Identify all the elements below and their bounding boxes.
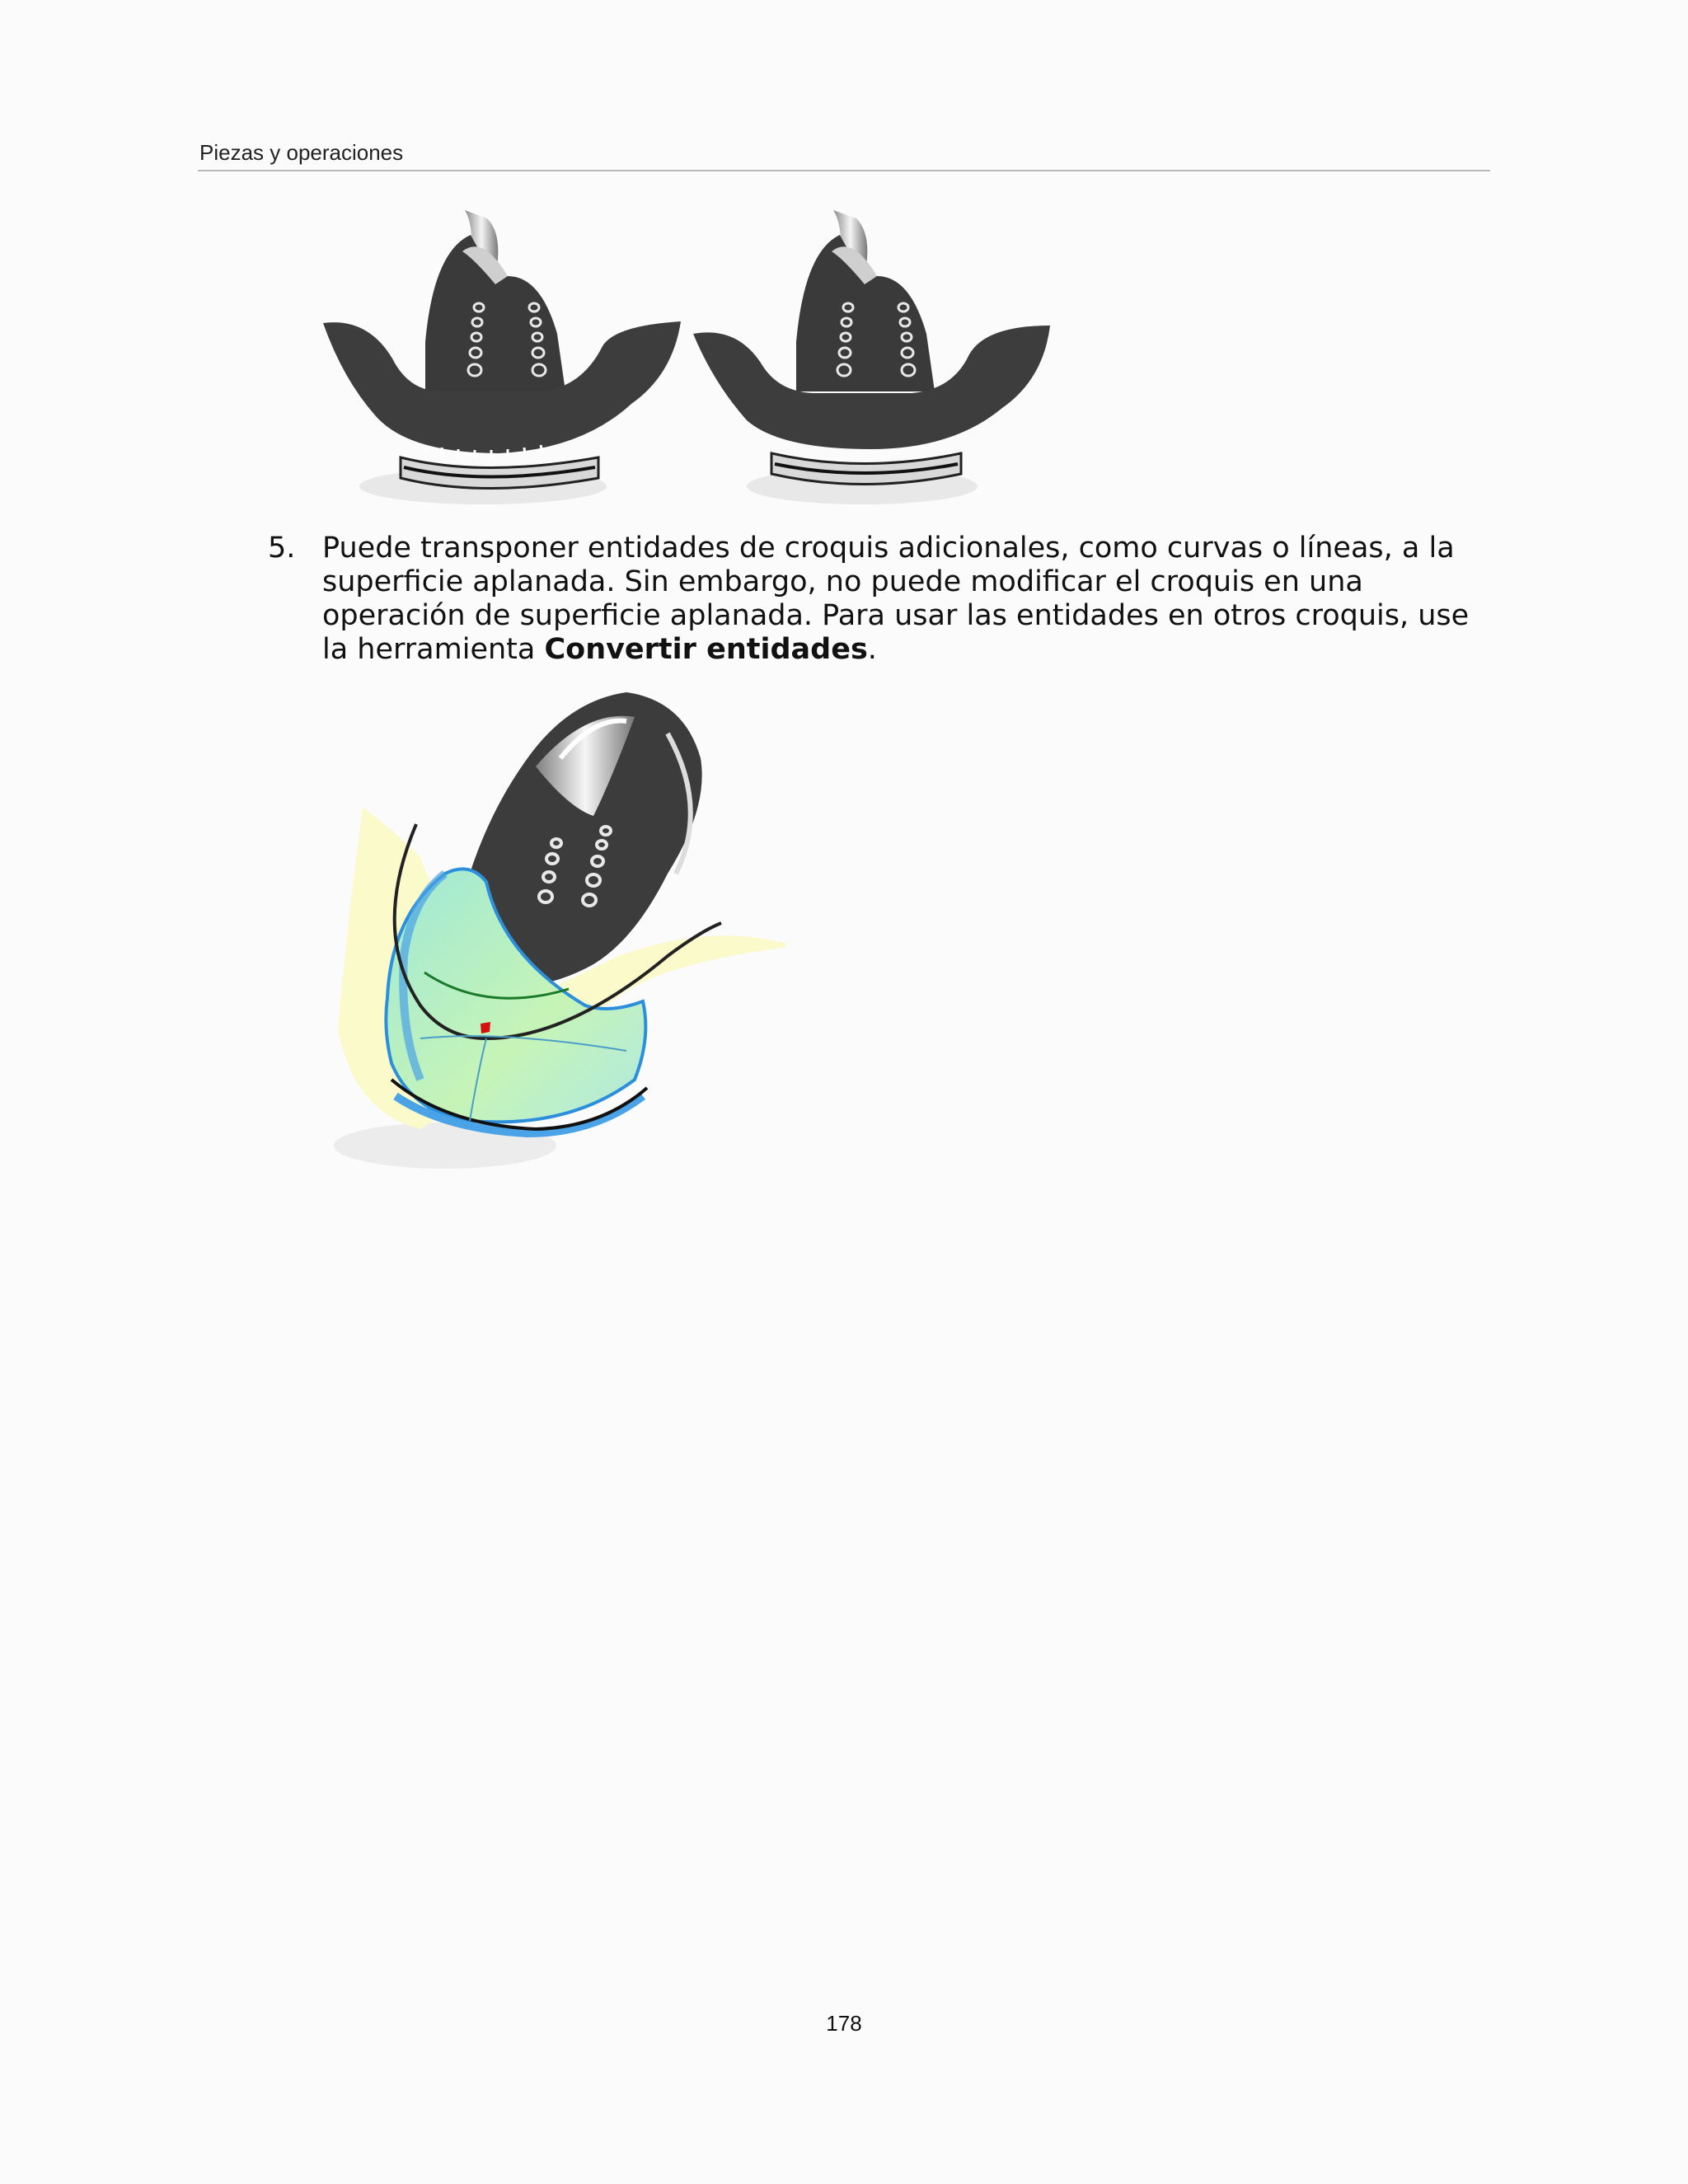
page-header bbox=[198, 140, 1490, 171]
step-text bbox=[322, 532, 1493, 667]
step-text-body: Puede transponer entidades de croquis adicionales, como curvas o líneas, a la superficie aplanada. Sin embargo, no puede modificar el croquis en una operación de superficie aplanada. Para usar las entidades en otros croquis, use la herramienta bbox=[322, 532, 1470, 666]
flattened-surface-figure bbox=[318, 202, 1060, 515]
step-text-end: . bbox=[867, 633, 877, 666]
sketch-on-surface-figure bbox=[321, 684, 799, 1179]
header-title: Piezas y operaciones bbox=[199, 140, 404, 165]
page-number: 178 bbox=[826, 2011, 862, 2036]
step-number: 5. bbox=[268, 532, 296, 565]
shoe-left bbox=[323, 210, 681, 504]
convert-entities-term: Convertir entidades bbox=[544, 633, 868, 666]
sketch-point bbox=[481, 1022, 490, 1033]
shoe-right bbox=[693, 210, 1050, 504]
